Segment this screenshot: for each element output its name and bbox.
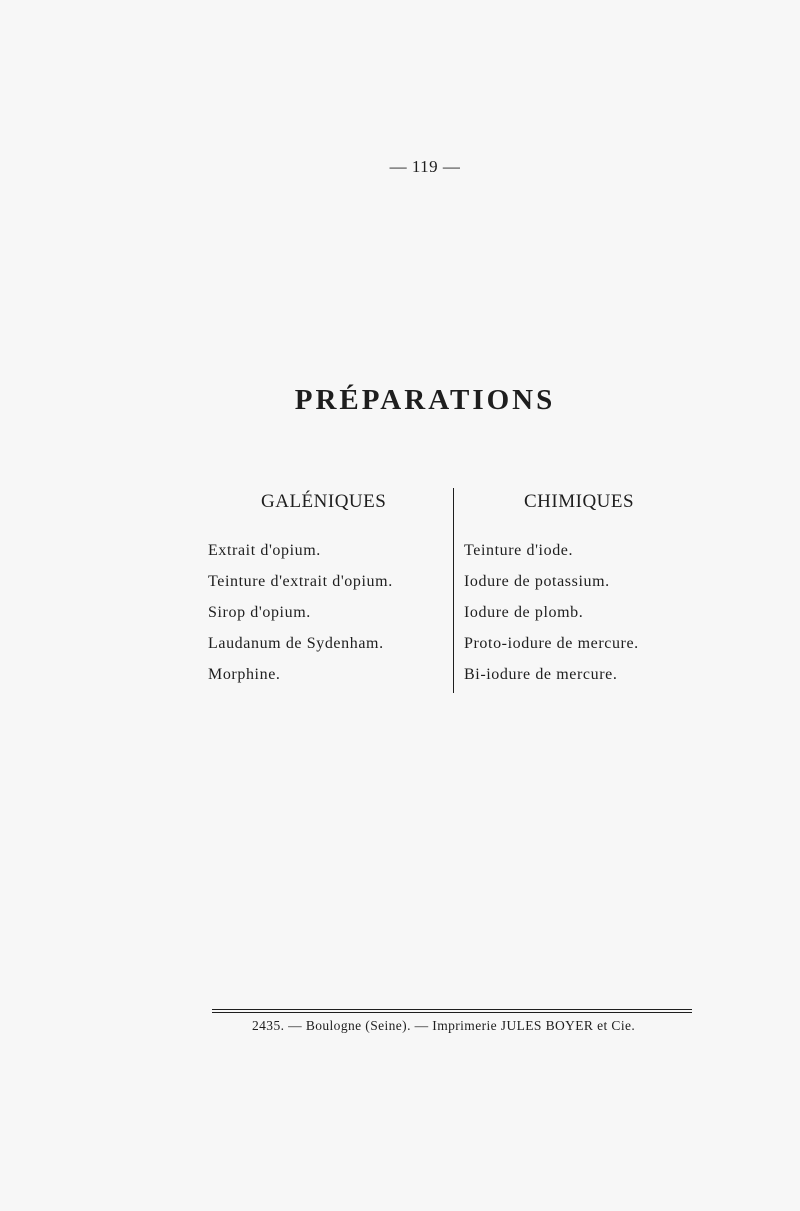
- printer-imprint: 2435. — Boulogne (Seine). — Imprimerie JULES BOYER et Cie.: [252, 1018, 636, 1033]
- list-item: Laudanum de Sydenham.: [208, 635, 384, 652]
- column-galeniques: [208, 488, 451, 690]
- list-item: Sirop d'opium.: [208, 604, 311, 621]
- list-item: Proto-iodure de mercure.: [464, 635, 639, 652]
- column-heading-chimiques: CHIMIQUES: [524, 491, 635, 512]
- list-item: Teinture d'extrait d'opium.: [208, 573, 393, 590]
- list-item: Teinture d'iode.: [464, 542, 574, 559]
- list-item: Bi-iodure de mercure.: [464, 666, 618, 683]
- chimiques-list: [464, 535, 664, 690]
- list-item: Extrait d'opium.: [208, 542, 321, 559]
- list-item: Iodure de potassium.: [464, 573, 610, 590]
- page-number: — 119 —: [389, 157, 461, 176]
- list-item: Iodure de plomb.: [464, 604, 584, 621]
- column-heading-galeniques: GALÉNIQUES: [261, 491, 387, 512]
- column-divider: [453, 488, 454, 693]
- galeniques-list: [208, 535, 451, 690]
- footer-rule: [212, 1009, 692, 1013]
- page-title: PRÉPARATIONS: [294, 384, 556, 417]
- preparations-table: [208, 488, 658, 693]
- list-item: Morphine.: [208, 666, 281, 683]
- column-chimiques: [464, 488, 664, 690]
